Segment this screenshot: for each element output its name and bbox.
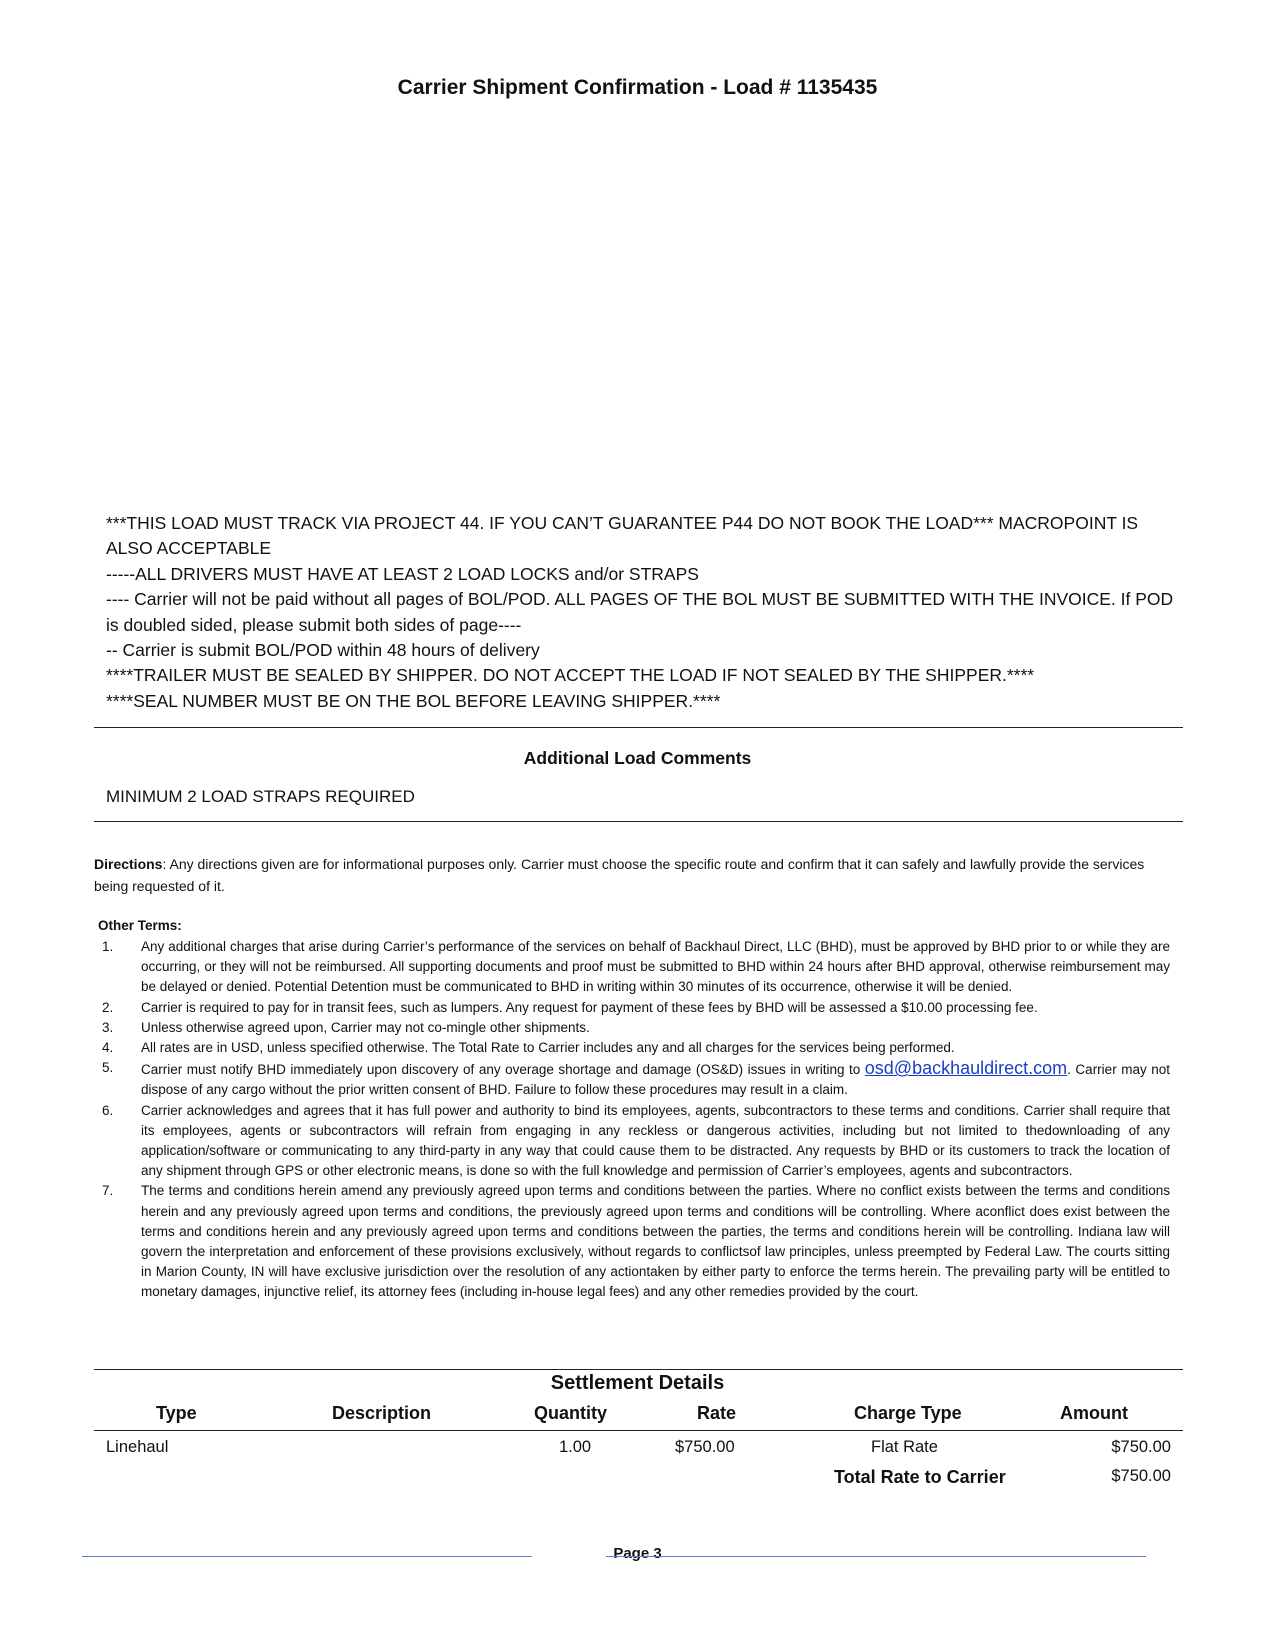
cell-rate: $750.00 xyxy=(675,1438,735,1456)
term-text: Carrier must notify BHD immediately upon discovery of any overage shortage and damage (OS&D) issues in writing to xyxy=(141,1062,865,1078)
total-row xyxy=(94,1467,1183,1493)
note-line: ***THIS LOAD MUST TRACK VIA PROJECT 44. IF YOU CAN’T GUARANTEE P44 DO NOT BOOK THE LOAD*** MACROPOINT IS ALSO ACCEPTABLE xyxy=(106,513,1139,559)
cell-charge-type: Flat Rate xyxy=(871,1438,938,1456)
term-number: 6. xyxy=(102,1102,114,1118)
osd-email-link[interactable]: osd@backhauldirect.com xyxy=(864,1058,1068,1079)
note-line: ---- Carrier will not be paid without all pages of BOL/POD. ALL PAGES OF THE BOL MUST BE SUBMITTED WITH THE INVOICE. If POD is doubled sided, please submit both sides of page---- xyxy=(106,589,1174,635)
term-text: Carrier is required to pay for in transit fees, such as lumpers. Any request for payment of these fees by BHD will be assessed a $10.00 processing fee. xyxy=(141,999,1038,1015)
divider xyxy=(94,1369,1183,1370)
col-header-description: Description xyxy=(332,1403,432,1423)
comments-heading: Additional Load Comments xyxy=(523,748,752,768)
directions-label: Directions xyxy=(94,856,163,872)
comments-text: MINIMUM 2 LOAD STRAPS REQUIRED xyxy=(106,787,415,806)
page-title: Carrier Shipment Confirmation - Load # 1135435 xyxy=(397,76,878,99)
load-notes xyxy=(106,511,1186,714)
cell-amount: $750.00 xyxy=(1111,1438,1171,1456)
terms-list xyxy=(98,937,1170,1303)
other-terms-heading: Other Terms: xyxy=(98,918,182,933)
total-label: Total Rate to Carrier xyxy=(834,1467,1006,1487)
term-item xyxy=(98,1018,1170,1038)
term-item xyxy=(98,1058,1170,1100)
col-header-type: Type xyxy=(156,1403,197,1423)
term-number: 7. xyxy=(102,1183,114,1199)
term-number: 1. xyxy=(102,939,114,954)
term-number: 2. xyxy=(102,999,114,1015)
divider xyxy=(94,727,1183,728)
term-item xyxy=(98,998,1170,1018)
col-header-charge-type: Charge Type xyxy=(854,1403,962,1423)
term-item xyxy=(98,937,1170,998)
table-row xyxy=(94,1438,1183,1462)
col-header-rate: Rate xyxy=(697,1403,737,1423)
term-text: Carrier acknowledges and agrees that it has full power and authority to bind its employees, agents, subcontractors to these terms and conditions. Carrier shall require that its employees, agents or subcontractors will refrain from engaging in any reckless or dangerous activities, including but not limited to thedownloading of any application/software or communicating to any third-party in any way that could cause them to be distracted. Any requests by BHD or its customers to track the location of any shipment through GPS or other electronic means, is done so with the full knowledge and permission of Carrier’s employees, agents and subcontractors. xyxy=(141,1102,1170,1179)
term-text: Any additional charges that arise during Carrier’s performance of the services on behalf of Backhaul Direct, LLC (BHD), must be approved by BHD prior to or while they are occurring, or they will not be reimbursed. All supporting documents and proof must be submitted to BHD within 24 hours after BHD approval, otherwise reimbursement may be delayed or denied. Potential Detention must be communicated to BHD in writing within 30 minutes of its occurrence, otherwise it will be denied. xyxy=(141,939,1170,995)
settlement-title: Settlement Details xyxy=(550,1372,725,1394)
term-text: All rates are in USD, unless specified otherwise. The Total Rate to Carrier includes any and all charges for the services being performed. xyxy=(141,1040,955,1056)
directions-text: : Any directions given are for informational purposes only. Carrier must choose the specific route and confirm that it can safely and lawfully provide the services being requested of it. xyxy=(94,856,1145,894)
note-line: ****TRAILER MUST BE SEALED BY SHIPPER. DO NOT ACCEPT THE LOAD IF NOT SEALED BY THE SHIPPER.**** xyxy=(106,665,1035,686)
cell-type: Linehaul xyxy=(106,1438,169,1456)
term-text: Unless otherwise agreed upon, Carrier may not co-mingle other shipments. xyxy=(141,1019,590,1035)
settlement-table-header xyxy=(94,1403,1183,1429)
term-number: 4. xyxy=(102,1040,114,1056)
footer-rule-right xyxy=(606,1556,1146,1557)
col-header-quantity: Quantity xyxy=(534,1403,608,1423)
total-amount: $750.00 xyxy=(1111,1467,1171,1485)
term-text: The terms and conditions herein amend any previously agreed upon terms and conditions between the parties. Where no conflict exists between the terms and conditions herein and any previously agreed upon terms and conditions, the previously agreed upon terms and conditions will be controlling. Where aconflict does exist between the terms and conditions herein and any previously agreed upon terms and conditions between the parties, the terms and conditions herein will be controlling. Indiana law will govern the interpretation and enforcement of these provisions exclusively, without regards to conflictsof law principles, unless preempted by Federal Law. The courts sitting in Marion County, IN will have exclusive jurisdiction over the resolution of any actiontaken by either party to enforce the terms herein. The prevailing party will be entitled to monetary damages, injunctive relief, its attorney fees (including in-house legal fees) and any other remedies provided by the court. xyxy=(141,1183,1170,1300)
term-number: 3. xyxy=(102,1019,114,1035)
cell-quantity: 1.00 xyxy=(559,1438,592,1456)
term-text: . Carrier may not dispose of any cargo without the prior written consent of BHD. Failure to follow these procedures may result in a claim. xyxy=(141,1062,1171,1098)
divider xyxy=(94,1430,1183,1431)
term-number: 5. xyxy=(102,1060,114,1076)
page-number: Page 3 xyxy=(613,1545,662,1562)
note-line: -- Carrier is submit BOL/POD within 48 hours of delivery xyxy=(106,640,540,661)
directions-paragraph xyxy=(94,853,1174,897)
term-item xyxy=(98,1101,1170,1182)
term-item xyxy=(98,1038,1170,1058)
term-item xyxy=(98,1181,1170,1302)
divider xyxy=(94,821,1183,822)
note-line: ****SEAL NUMBER MUST BE ON THE BOL BEFORE LEAVING SHIPPER.**** xyxy=(106,690,721,711)
note-line: -----ALL DRIVERS MUST HAVE AT LEAST 2 LOAD LOCKS and/or STRAPS xyxy=(106,563,699,584)
col-header-amount: Amount xyxy=(1060,1403,1128,1423)
